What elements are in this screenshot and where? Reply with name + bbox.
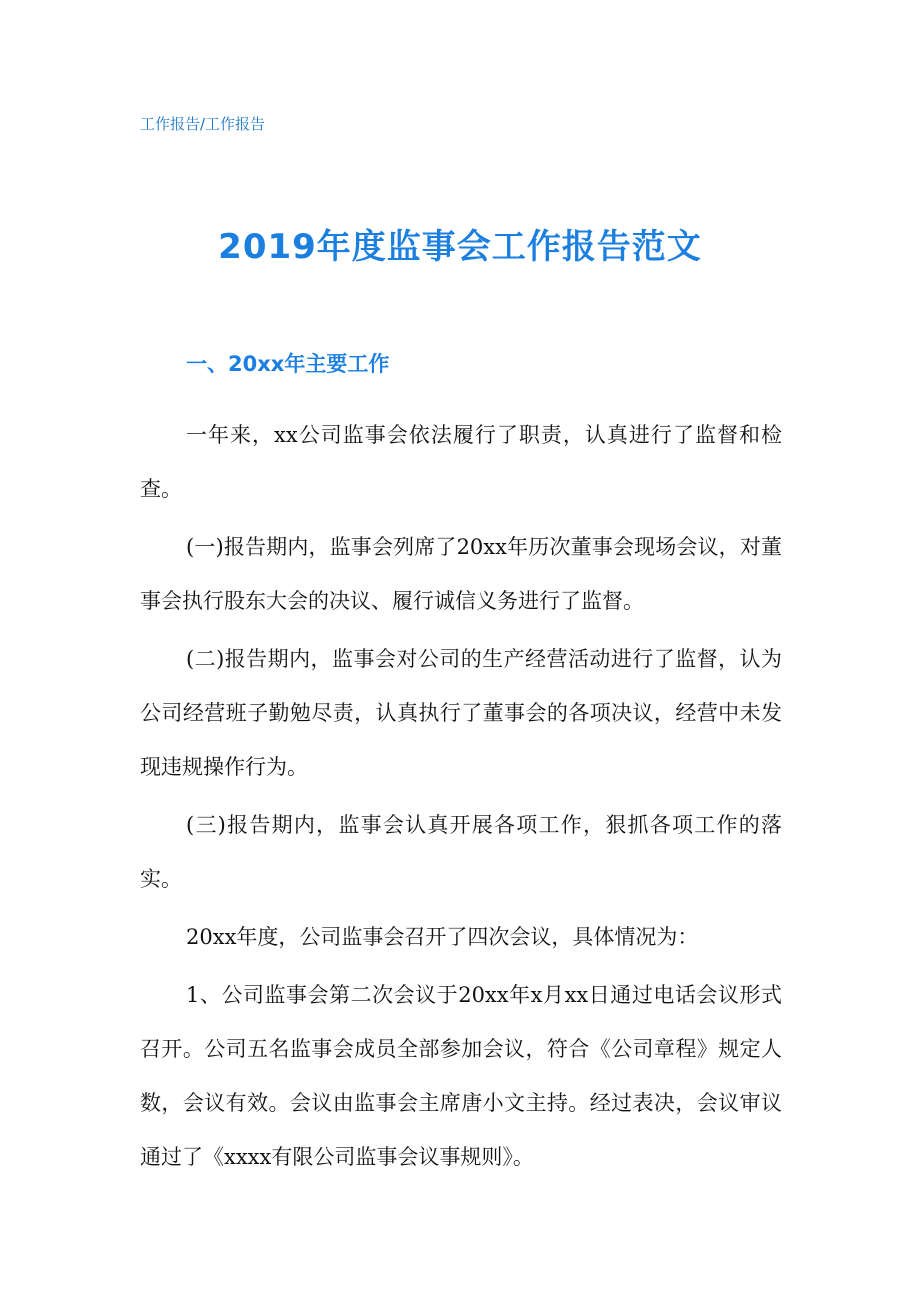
paragraph: (二)报告期内，监事会对公司的生产经营活动进行了监督，认为公司经营班子勤勉尽责，认真执行了董事会的各项决议，经营中未发现违规操作行为。 <box>140 647 782 779</box>
paragraph: (三)报告期内，监事会认真开展各项工作，狠抓各项工作的落实。 <box>140 813 782 891</box>
document-body <box>140 408 782 1188</box>
paragraph: 1、公司监事会第二次会议于20xx年x月xx日通过电话会议形式召开。公司五名监事会成员全部参加会议，符合《公司章程》规定人数，会议有效。会议由监事会主席唐小文主持。经过表决，会议审议通过了《xxxx有限公司监事会议事规则》。 <box>140 983 782 1169</box>
paragraph: 20xx年度，公司监事会召开了四次会议，具体情况为： <box>186 925 699 949</box>
breadcrumb[interactable]: 工作报告/工作报告 <box>140 115 266 133</box>
page-title: 2019年度监事会工作报告范文 <box>218 227 702 267</box>
paragraph: (一)报告期内，监事会列席了20xx年历次董事会现场会议，对董事会执行股东大会的决议、履行诚信义务进行了监督。 <box>140 535 782 613</box>
paragraph: 一年来，xx公司监事会依法履行了职责，认真进行了监督和检查。 <box>140 423 782 501</box>
section-heading: 一、20xx年主要工作 <box>186 352 390 376</box>
